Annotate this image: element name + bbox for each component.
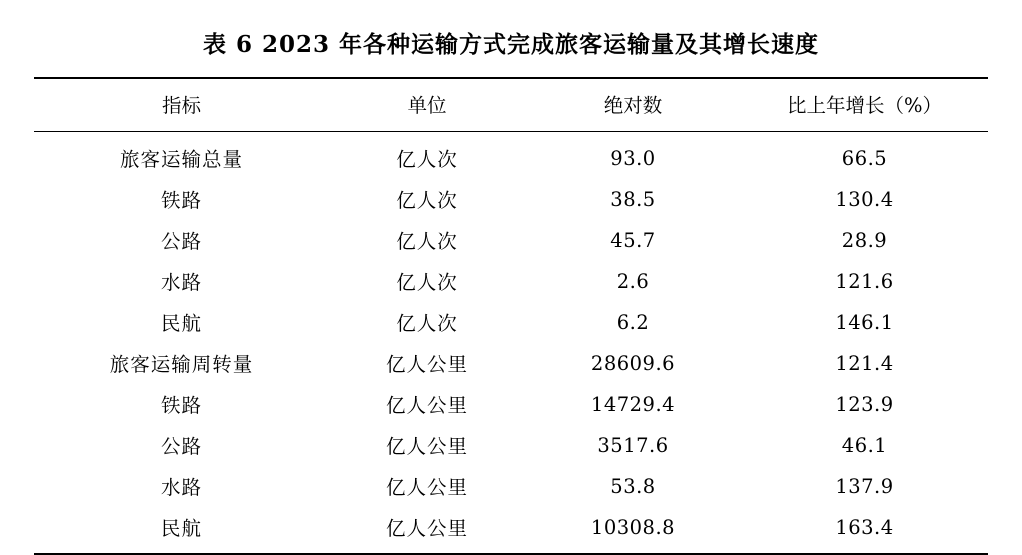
- table-row: [34, 384, 988, 425]
- cell-absolute: 93.0: [610, 146, 656, 170]
- cell-unit: 亿人次: [396, 271, 458, 294]
- cell-unit: 亿人公里: [329, 507, 525, 555]
- cell-growth: 146.1: [835, 310, 894, 334]
- cell-unit: 亿人公里: [385, 394, 468, 417]
- cell-unit: 亿人公里: [385, 353, 468, 376]
- table-body: [34, 132, 988, 555]
- cell-unit: 亿人次: [396, 148, 458, 171]
- column-header-absolute: 绝对数: [525, 78, 741, 132]
- table-row: [34, 220, 988, 261]
- cell-indicator: 水路: [160, 271, 202, 294]
- column-header-unit: 单位: [329, 78, 525, 132]
- table-row: [34, 261, 988, 302]
- cell-growth: 46.1: [841, 433, 888, 457]
- cell-unit: 亿人次: [396, 312, 458, 335]
- cell-indicator: 旅客运输周转量: [109, 353, 254, 376]
- cell-growth: 121.4: [835, 351, 894, 375]
- cell-growth: 130.4: [835, 187, 894, 211]
- table-header-row: [34, 78, 988, 132]
- cell-unit: 亿人公里: [385, 435, 468, 458]
- table-row: [34, 343, 988, 384]
- cell-growth: 163.4: [741, 507, 988, 555]
- table-header: [34, 78, 988, 132]
- cell-absolute: 2.6: [616, 269, 650, 293]
- cell-absolute: 6.2: [616, 310, 650, 334]
- table-title: 表 6 2023 年各种运输方式完成旅客运输量及其增长速度: [202, 31, 820, 58]
- cell-absolute: 53.8: [610, 474, 656, 498]
- cell-unit: 亿人次: [396, 189, 458, 212]
- cell-absolute: 3517.6: [597, 433, 669, 457]
- cell-absolute: 38.5: [610, 187, 656, 211]
- cell-absolute: 10308.8: [525, 507, 741, 555]
- table-container: [34, 77, 988, 555]
- cell-indicator: 民航: [160, 312, 202, 335]
- cell-absolute: 14729.4: [590, 392, 676, 416]
- cell-growth: 121.6: [835, 269, 894, 293]
- table-row: [34, 132, 988, 179]
- cell-growth: 66.5: [841, 146, 888, 170]
- table-row: [34, 466, 988, 507]
- cell-growth: 123.9: [835, 392, 894, 416]
- cell-unit: 亿人次: [396, 230, 458, 253]
- cell-absolute: 45.7: [610, 228, 656, 252]
- table-row: [34, 302, 988, 343]
- cell-indicator: 水路: [160, 476, 202, 499]
- cell-indicator: 民航: [34, 507, 329, 555]
- cell-indicator: 公路: [160, 230, 202, 253]
- table-row: [34, 425, 988, 466]
- table-row: [34, 179, 988, 220]
- cell-unit: 亿人公里: [385, 476, 468, 499]
- cell-indicator: 旅客运输总量: [119, 148, 243, 171]
- column-header-growth: 比上年增长（%）: [741, 78, 988, 132]
- cell-growth: 137.9: [835, 474, 894, 498]
- cell-growth: 28.9: [841, 228, 888, 252]
- cell-indicator: 铁路: [160, 189, 202, 212]
- cell-indicator: 铁路: [160, 394, 202, 417]
- column-header-indicator: 指标: [34, 78, 329, 132]
- cell-absolute: 28609.6: [590, 351, 676, 375]
- cell-indicator: 公路: [160, 435, 202, 458]
- table-row: [34, 507, 988, 555]
- statistics-table: [34, 77, 988, 555]
